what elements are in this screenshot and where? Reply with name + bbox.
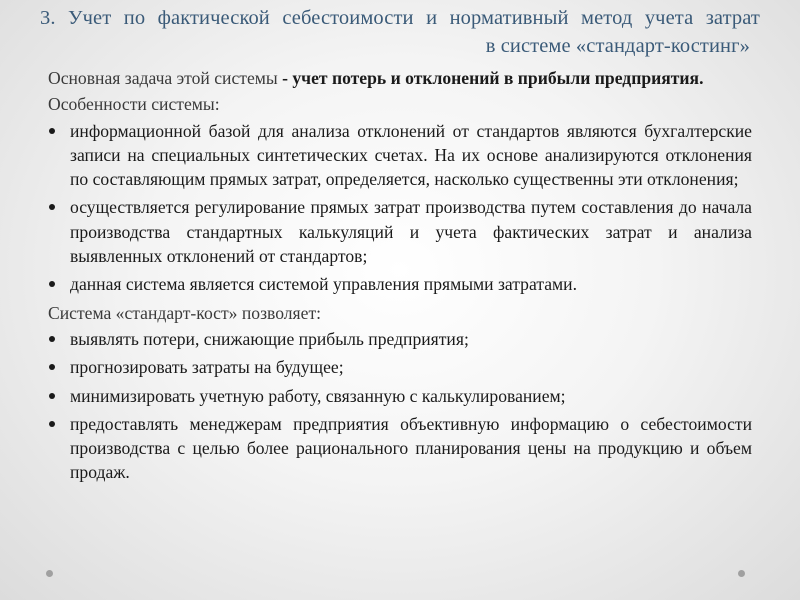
list-item-text: прогнозировать затраты на будущее; <box>70 357 344 378</box>
intro-bold-text: - учет потерь и отклонений в прибыли предприятия. <box>282 68 704 88</box>
list-item <box>48 412 752 485</box>
bullet-icon <box>49 204 55 210</box>
features-heading: Особенности системы: <box>48 94 220 115</box>
bullet-icon <box>49 336 55 342</box>
list-item-text: информационной базой для анализа отклонений от стандартов являются бухгалтерские записи на специальных синтетических счетах. На их основе анализируются отклонения по составляющим прямых затрат, определяется, насколько существенны эти отклонения; <box>70 120 752 190</box>
list-item-text: предоставлять менеджерам предприятия объективную информацию о себестоимости производства с целью более рационального планирования цены на продукцию и объем продаж. <box>70 413 752 483</box>
slide-title-line-2: в системе «стандарт-костинг» <box>485 35 750 57</box>
allows-list <box>48 327 752 485</box>
features-list <box>48 119 752 297</box>
list-item <box>48 195 752 268</box>
list-item-text: минимизировать учетную работу, связанную с калькулированием; <box>70 385 566 406</box>
list-item <box>48 384 752 408</box>
list-item <box>48 272 752 296</box>
decorative-dot-icon <box>46 570 53 577</box>
bullet-icon <box>49 421 55 427</box>
slide-title <box>40 4 760 60</box>
bullet-icon <box>49 364 55 370</box>
list-item <box>48 355 752 379</box>
list-item-text: выявлять потери, снижающие прибыль предприятия; <box>70 328 469 349</box>
list-item <box>48 119 752 192</box>
bullet-icon <box>49 281 55 287</box>
list-item-text: данная система является системой управления прямыми затратами. <box>70 274 577 295</box>
slide-title-line-1: 3. Учет по фактической себестоимости и нормативный метод учета затрат <box>40 7 760 29</box>
list-item-text: осуществляется регулирование прямых затрат производства путем составления до начала производства стандартных калькуляций и учета фактических затрат и анализа выявленных отклонений от стандартов; <box>70 197 752 267</box>
intro-paragraph <box>48 66 752 90</box>
decorative-dot-icon <box>738 570 745 577</box>
intro-text: Основная задача этой системы <box>48 68 283 88</box>
allows-heading: Система «стандарт-кост» позволяет: <box>48 302 322 323</box>
list-item <box>48 327 752 351</box>
bullet-icon <box>49 393 55 399</box>
slide-body <box>48 66 752 489</box>
bullet-icon <box>49 128 55 134</box>
